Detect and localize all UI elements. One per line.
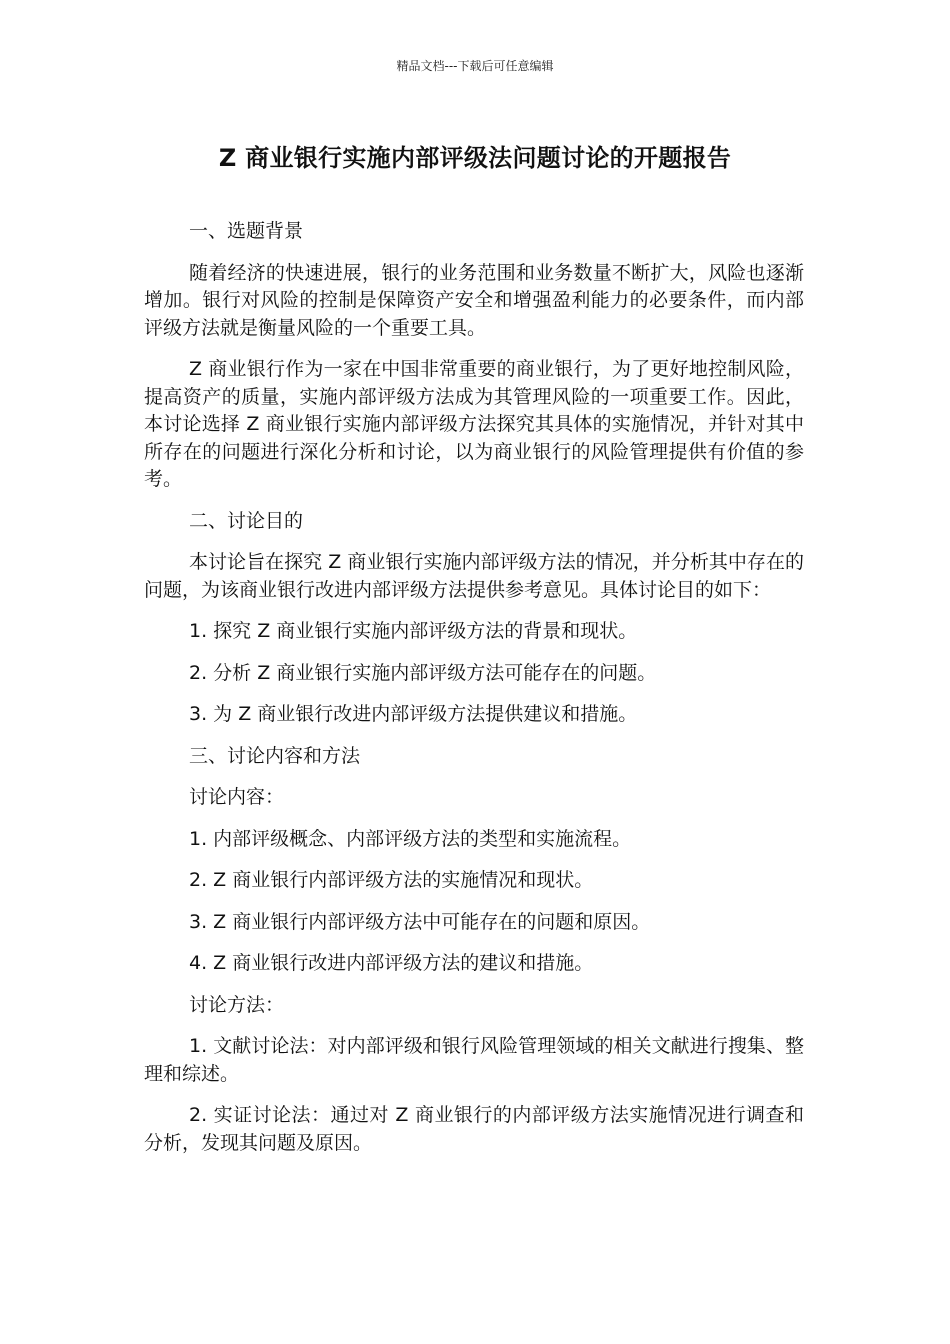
section-heading-background: 一、选题背景 [189,220,304,242]
subheading-content: 讨论内容： [189,786,285,808]
paragraph: Z 商业银行作为一家在中国非常重要的商业银行，为了更好地控制风险，提高资产的质量，实施内部评级方法成为其管理风险的一项重要工作。因此，本讨论选择 Z 商业银行实施内部评级方法探究其具体的实施情况，并针对其中所存在的问题进行深化分析和讨论，以为商业银行的风险管理提供有价值的参考。 [144,358,804,490]
list-item: 2. 实证讨论法：通过对 Z 商业银行的内部评级方法实施情况进行调查和分析，发现其问题及原因。 [144,1104,804,1154]
list-item: 2. 分析 Z 商业银行实施内部评级方法可能存在的问题。 [189,661,657,684]
list-item: 1. 探究 Z 商业银行实施内部评级方法的背景和现状。 [189,620,638,642]
section-heading-purpose: 二、讨论目的 [189,509,304,532]
list-item: 4. Z 商业银行改进内部评级方法的建议和措施。 [189,952,594,974]
list-item: 3. Z 商业银行内部评级方法中可能存在的问题和原因。 [189,910,651,933]
list-item: 3. 为 Z 商业银行改进内部评级方法提供建议和措施。 [189,703,638,725]
list-item: 2. Z 商业银行内部评级方法的实施情况和现状。 [189,869,594,891]
document-title: Z 商业银行实施内部评级法问题讨论的开题报告 [218,144,732,172]
header-note: 精品文档---下载后可任意编辑 [396,59,554,73]
paragraph: 本讨论旨在探究 Z 商业银行实施内部评级方法的情况，并分析其中存在的问题，为该商业银行改进内部评级方法提供参考意见。具体讨论目的如下： [144,551,804,601]
section-heading-content-methods: 三、讨论内容和方法 [189,744,361,767]
list-item: 1. 文献讨论法：对内部评级和银行风险管理领域的相关文献进行搜集、整理和综述。 [144,1035,804,1085]
subheading-methods: 讨论方法： [189,993,285,1016]
paragraph: 随着经济的快速进展，银行的业务范围和业务数量不断扩大，风险也逐渐增加。银行对风险的控制是保障资产安全和增强盈利能力的必要条件，而内部评级方法就是衡量风险的一个重要工具。 [144,261,804,339]
document-body [144,218,804,1171]
list-item: 1. 内部评级概念、内部评级方法的类型和实施流程。 [189,827,632,850]
